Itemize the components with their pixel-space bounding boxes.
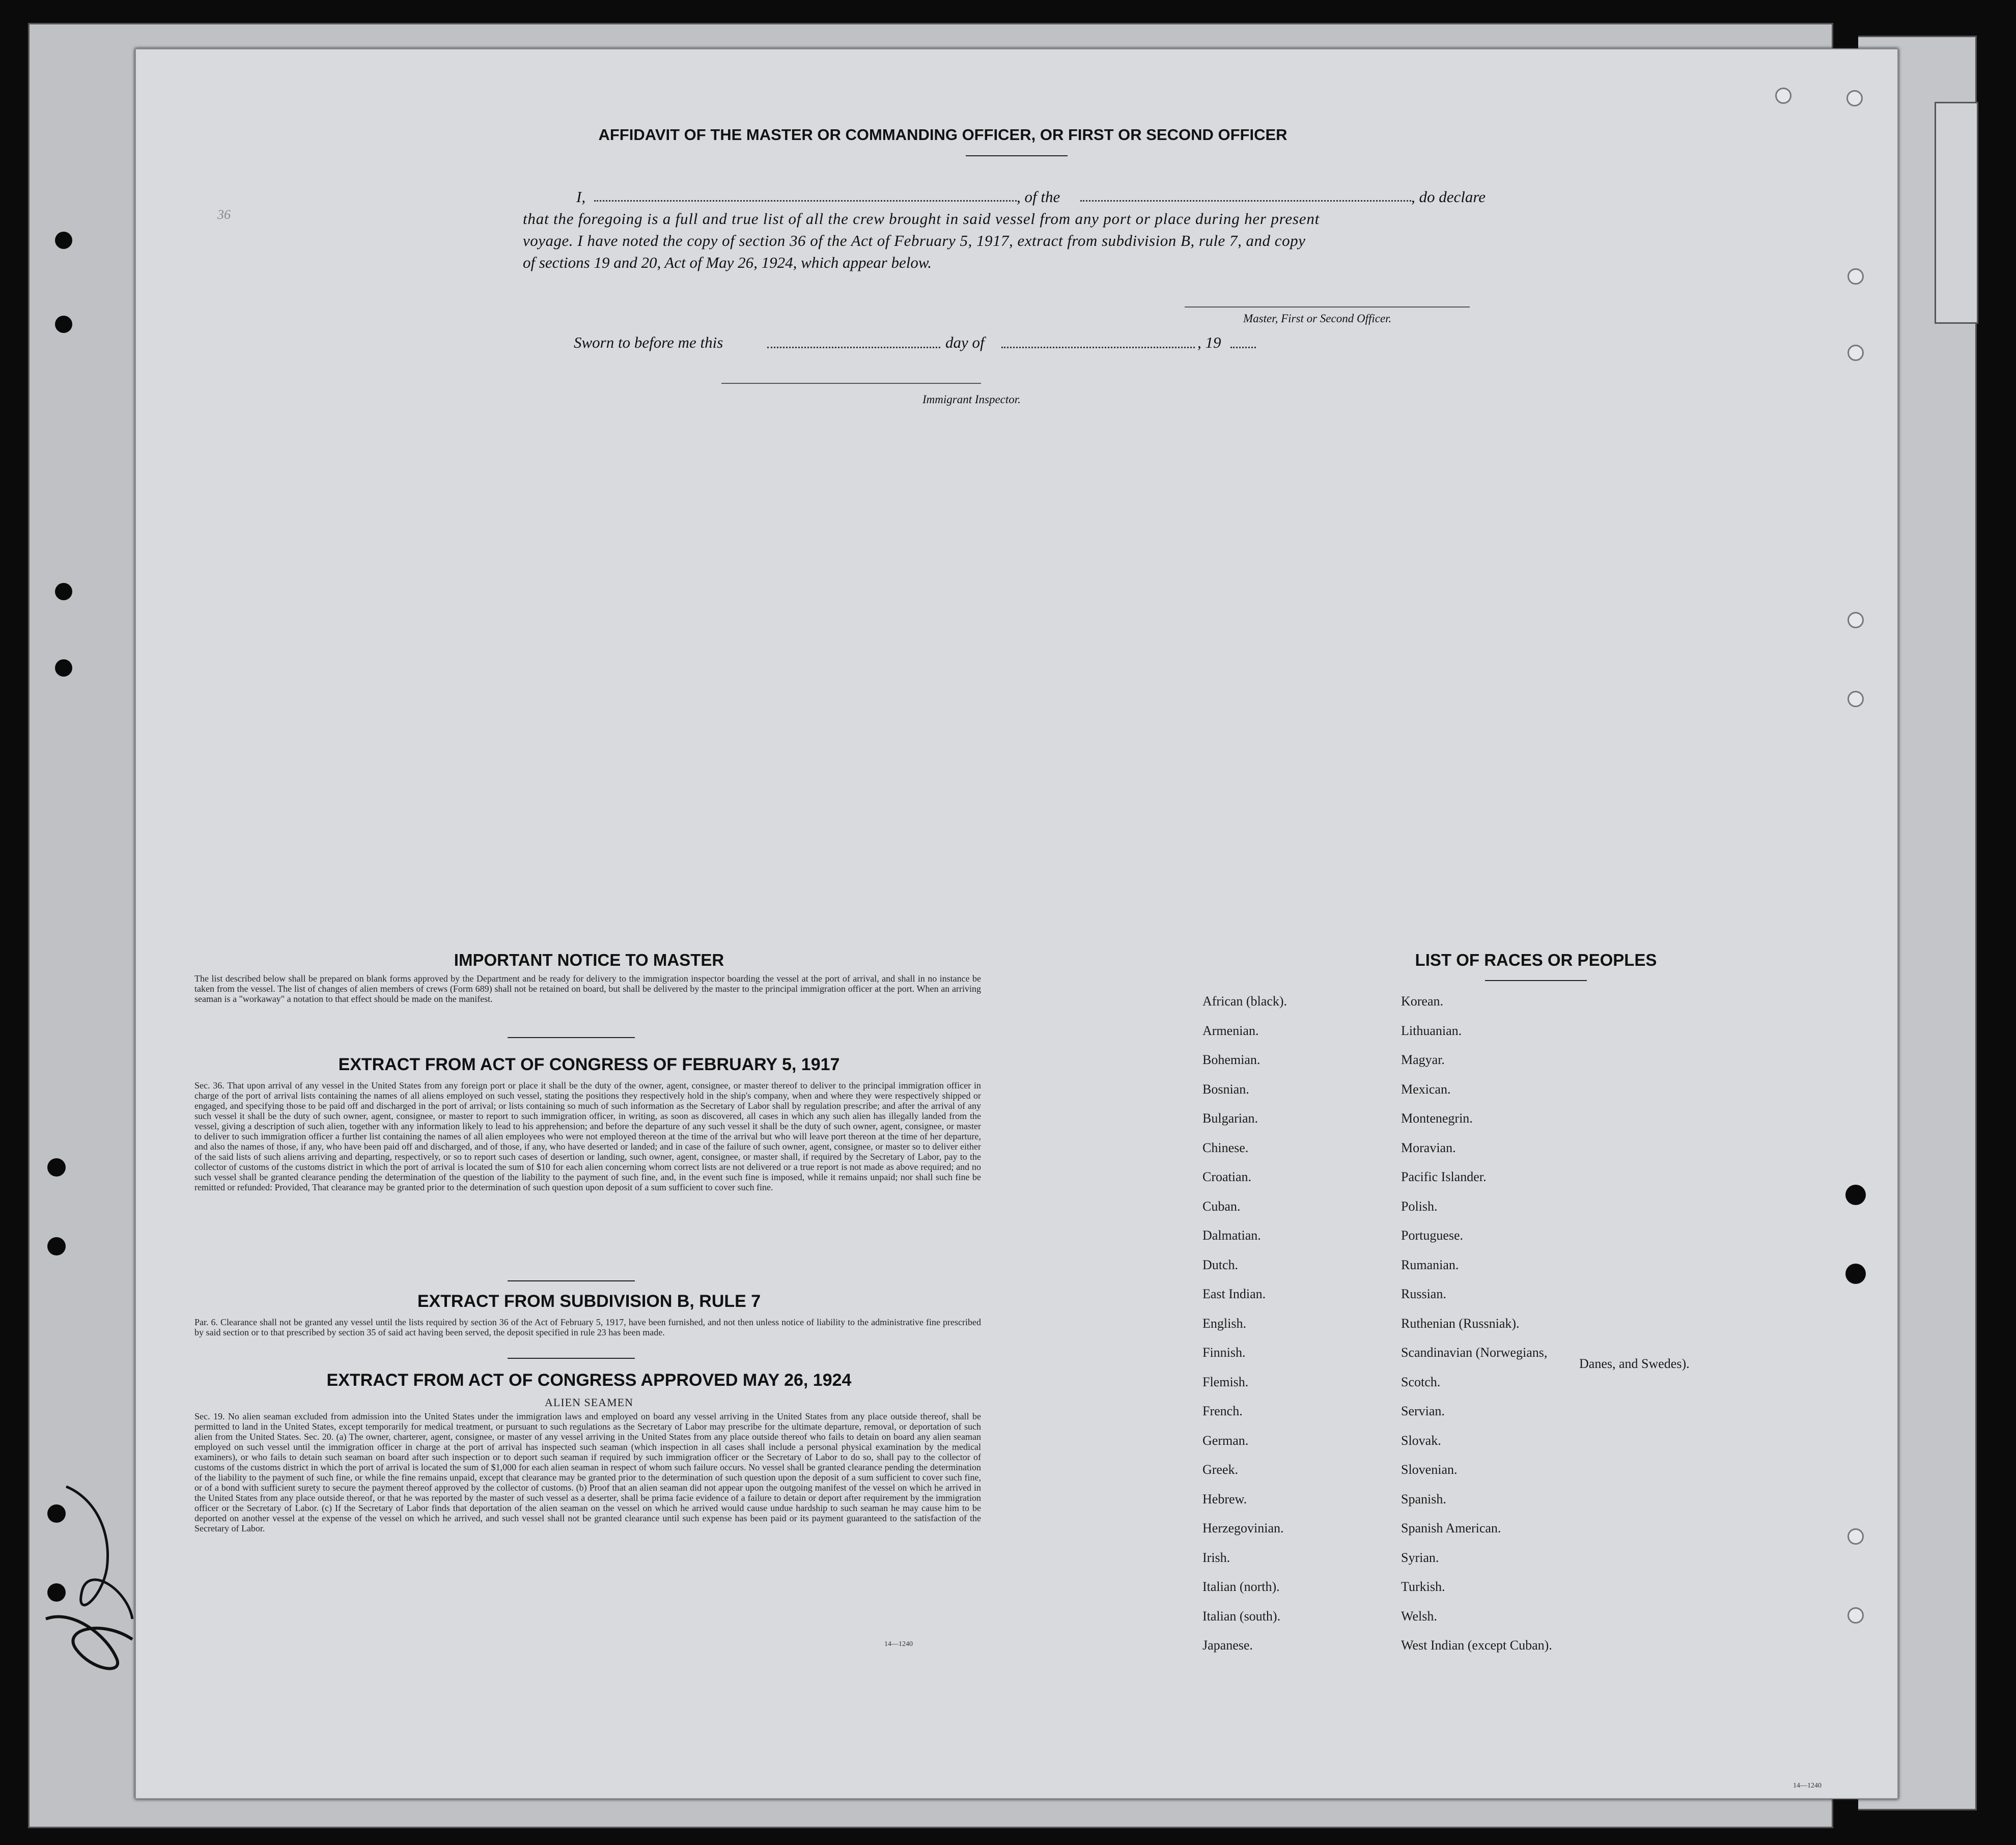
race-item: Dalmatian. (1202, 1228, 1261, 1243)
affidavit-line-3: of sections 19 and 20, Act of May 26, 1924, which appear below. (523, 254, 932, 271)
race-item: Russian. (1401, 1287, 1446, 1301)
race-item: Italian (south). (1202, 1608, 1281, 1624)
binder-hole (55, 659, 72, 677)
name-blank[interactable] (594, 200, 1017, 202)
race-item: Hebrew. (1202, 1491, 1247, 1506)
race-item: Syrian. (1401, 1550, 1439, 1565)
race-item: French. (1202, 1404, 1243, 1418)
sworn-month-blank[interactable] (1001, 347, 1195, 348)
race-item: Italian (north). (1202, 1579, 1280, 1594)
race-item: German. (1202, 1433, 1249, 1448)
extract3-text: Sec. 19. No alien seaman excluded from admission into the United States under the immigration laws and employed on board any vessel arriving in the United States from any place outside thereof, shall be permitted to land in the United States, except temporarily for medical treatment, or pursuant to such regulations as the Secretary of Labor may prescribe for the ultimate departure, removal, or deportation of such alien from the United States. Sec. 20. (a) The owner, charterer, agent, consignee, or master of any vessel arriving in the United States from any place outside thereof who fails to detain on board any alien seaman employed on such vessel until the immigration officer in charge at the port of arrival has inspected such seaman (which inspection in all cases shall include a personal physical examination by the medical examiners), or who fails to detain such seaman on board after such inspection or to deport such seaman if required by such immigration officer or the Secretary of Labor to do so, shall pay to the collector of customs of the customs district in which the port of arrival is located the sum of $1,000 for each alien seaman in respect of whom such failure occurs. No vessel shall be granted clearance pending the determination of the liability to the payment of such fine, or while the fine remains unpaid, except that clearance may be granted prior to the determination of such question upon the deposit of a sum sufficient to cover such fine, or of a bond with sufficient surety to secure the payment thereof approved by the collector of customs. (b) Proof that an alien seaman did not appear upon the outgoing manifest of the vessel on which he arrived in the United States from any place outside thereof, or that he was reported by the master of such vessel as a deserter, shall be prima facie evidence of a failure to detain or deport after requirement by the immigration officer or the Secretary of Labor. (c) If the Secretary of Labor finds that deportation of the alien seaman on the vessel on which he arrived would cause undue hardship to such seaman he may cause him to be deported on another vessel at the expense of the vessel on which he arrived, and such vessel shall not be granted clearance until such expense has been paid or its payment guaranteed to the satisfaction of the Secretary of Labor. (194, 1411, 981, 1533)
binder-hole (1845, 1264, 1866, 1284)
extract3-subtitle: ALIEN SEAMEN (545, 1396, 633, 1409)
extract1-text: Sec. 36. That upon arrival of any vessel in the United States from any foreign port or place it shall be the duty of the owner, agent, consignee, or master thereof to deliver to the principal immigration officer in charge of the port of arrival lists containing the names of all aliens employed on such vessel, stating the positions they respectively hold in the ship's company, when and where they were respectively shipped or engaged, and specifying those to be paid off and discharged in the port of arrival; or lists containing so much of such information as the Secretary of Labor shall by regulation prescribe; and after the arrival of any such vessel it shall be the duty of such owner, agent, consignee, or master to report to such immigration officer, in writing, as soon as discovered, all cases in which any such alien has illegally landed from the vessel, giving a description of such alien, together with any information likely to lead to his apprehension; and before the departure of any such vessel it shall be the duty of such owner, agent, consignee, or master to deliver to such immigration officer a further list containing the names of all alien employees who were not employed thereon at the time of the arrival but who will leave port thereon at the time of her departure, and also the names of those, if any, who have been paid off and discharged, and of those, if any, who have deserted or landed; and in case of the failure of such owner, agent, consignee, or master so to deliver either of the said lists of such aliens arriving and departing, respectively, or so to report such cases of desertion or landing, such owner, agent, consignee, or master shall, if required by the Secretary of Labor, pay to the collector of customs of the customs district in which the port of arrival is located the sum of $10 for each alien concerning whom correct lists are not delivered or a true report is not made as above required; and no such vessel shall be granted clearance pending the determination of the question of the liability to the payment of such fine, and, in the event such fine is imposed, while it remains unpaid; nor shall such fine be remitted or refunded: Provided, That clearance may be granted prior to the determination of such question upon deposit of a sum sufficient to cover such fine. (194, 1080, 981, 1192)
binder-hole (1847, 691, 1864, 707)
race-item: Montenegrin. (1401, 1111, 1473, 1126)
race-item: Bohemian. (1202, 1052, 1261, 1067)
section-rule (508, 1358, 635, 1359)
sworn-label: Sworn to before me this (574, 333, 723, 351)
race-item: Slovak. (1401, 1433, 1441, 1448)
race-item: Cuban. (1202, 1198, 1241, 1214)
race-item: Servian. (1401, 1404, 1445, 1418)
binder-hole (1847, 268, 1864, 285)
form-page (135, 48, 1898, 1799)
vessel-blank[interactable] (1080, 200, 1411, 202)
race-item: Spanish. (1401, 1491, 1446, 1506)
back-sheet-right-edge (1935, 102, 1978, 324)
sworn-day-blank[interactable] (767, 347, 940, 348)
race-item: English. (1202, 1316, 1246, 1331)
title-rule (966, 155, 1068, 156)
race-item: Rumanian. (1401, 1257, 1459, 1272)
race-item: Korean. (1401, 994, 1444, 1009)
races-title-rule (1485, 980, 1587, 981)
race-item: Flemish. (1202, 1374, 1249, 1389)
race-item: Herzegovinian. (1202, 1521, 1284, 1535)
year-label: , 19 (1197, 333, 1221, 351)
notice-text: The list described below shall be prepared on blank forms approved by the Department and be ready for delivery to the immigration inspector boarding the vessel at the port of arrival, and shall in no instance be taken from the vessel. The list of changes of alien members of crews (Form 689) shall not be retained on board, but shall be delivered by the master to the principal immigration officer at the port. When an arriving seaman is a "workaway" a notation to that effect should be made on the manifest. (194, 973, 981, 1004)
inspector-signature-line[interactable] (721, 383, 981, 384)
binder-hole (1847, 1528, 1864, 1545)
binder-hole (55, 583, 72, 600)
signature-label: Master, First or Second Officer. (1243, 312, 1392, 325)
race-item: Welsh. (1401, 1608, 1437, 1624)
race-item: Mexican. (1401, 1081, 1451, 1097)
binder-hole (1847, 612, 1864, 628)
binder-hole (47, 1158, 66, 1177)
race-item-continuation: Danes, and Swedes). (1579, 1356, 1690, 1371)
race-item: Irish. (1202, 1550, 1230, 1565)
race-item: Slovenian. (1401, 1462, 1458, 1477)
race-item: Magyar. (1401, 1052, 1445, 1067)
race-item: Bosnian. (1202, 1081, 1249, 1097)
binder-hole (1847, 1607, 1864, 1624)
race-item: Japanese. (1202, 1638, 1253, 1653)
pen-scribble (31, 1466, 153, 1680)
race-item: Lithuanian. (1401, 1023, 1462, 1038)
race-item: Croatian. (1202, 1169, 1252, 1184)
affidavit-title: AFFIDAVIT OF THE MASTER OR COMMANDING OFFICER, OR FIRST OR SECOND OFFICER (598, 126, 1287, 144)
affidavit-of-the: , of the (1017, 188, 1060, 206)
race-item: Scandinavian (Norwegians, (1401, 1345, 1548, 1360)
extract2-title: EXTRACT FROM SUBDIVISION B, RULE 7 (417, 1292, 761, 1311)
race-item: Moravian. (1401, 1140, 1456, 1155)
sworn-year-blank[interactable] (1230, 347, 1256, 348)
binder-hole (55, 316, 72, 333)
binder-hole (47, 1237, 66, 1255)
signature-line[interactable] (1185, 306, 1470, 308)
binder-hole (1775, 88, 1791, 104)
race-item: East Indian. (1202, 1287, 1266, 1301)
binder-hole (55, 232, 72, 249)
race-item: Polish. (1401, 1198, 1438, 1214)
binder-hole (1846, 90, 1863, 106)
binder-hole (1845, 1185, 1866, 1205)
race-item: Bulgarian. (1202, 1111, 1258, 1126)
races-title: LIST OF RACES OR PEOPLES (1415, 951, 1657, 969)
affidavit-do-declare: , do declare (1411, 188, 1486, 206)
notice-title: IMPORTANT NOTICE TO MASTER (454, 951, 724, 969)
inspector-label: Immigrant Inspector. (922, 393, 1021, 406)
race-item: Ruthenian (Russniak). (1401, 1316, 1520, 1331)
form-number: 14—1240 (884, 1640, 913, 1648)
race-item: Chinese. (1202, 1140, 1249, 1155)
race-item: Spanish American. (1401, 1521, 1501, 1535)
section-rule (508, 1037, 635, 1038)
race-item: Dutch. (1202, 1257, 1239, 1272)
race-item: African (black). (1202, 994, 1287, 1009)
race-item: Pacific Islander. (1401, 1169, 1487, 1184)
race-item: Armenian. (1202, 1023, 1259, 1038)
race-item: Greek. (1202, 1462, 1239, 1477)
race-item: Portuguese. (1401, 1228, 1464, 1243)
extract2-text: Par. 6. Clearance shall not be granted any vessel until the lists required by section 36 of the Act of February 5, 1917, have been furnished, and not then unless notice of liability to the administrative fine prescribed by said section or to that prescribed by section 35 of said act having been served, the deposit specified in rule 23 has been made. (194, 1317, 981, 1337)
section-rule (508, 1280, 635, 1281)
race-item: Turkish. (1401, 1579, 1445, 1594)
affidavit-line-1: that the foregoing is a full and true list of all the crew brought in said vessel from any port or place during her present (523, 210, 1320, 228)
extract3-title: EXTRACT FROM ACT OF CONGRESS APPROVED MAY 26, 1924 (326, 1371, 852, 1390)
binder-hole (1847, 345, 1864, 361)
race-item: West Indian (except Cuban). (1401, 1638, 1552, 1653)
race-item: Scotch. (1401, 1374, 1441, 1389)
day-of-label: day of (945, 333, 985, 351)
extract1-title: EXTRACT FROM ACT OF CONGRESS OF FEBRUARY 5, 1917 (338, 1055, 840, 1074)
margin-number: 36 (217, 207, 231, 222)
form-number-corner: 14—1240 (1793, 1782, 1822, 1790)
affidavit-i: I, (576, 188, 586, 206)
affidavit-line-2: voyage. I have noted the copy of section 36 of the Act of February 5, 1917, extract from subdivision B, rule 7, and copy (523, 232, 1306, 249)
race-item: Finnish. (1202, 1345, 1246, 1360)
